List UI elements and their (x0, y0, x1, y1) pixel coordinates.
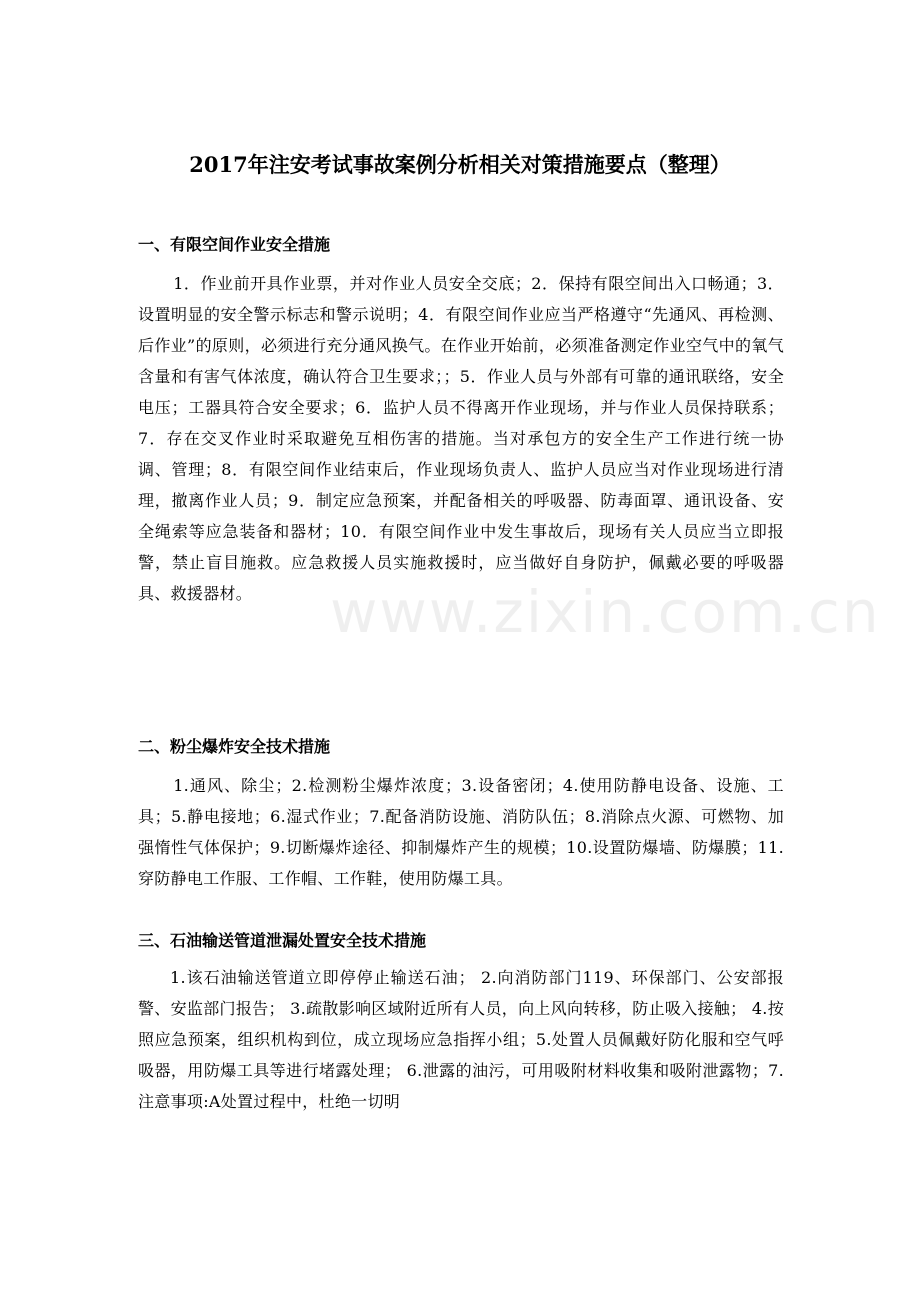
section-heading-dust-explosion: 二、粉尘爆炸安全技术措施 (138, 737, 331, 756)
section-body-confined-space: 1．作业前开具作业票，并对作业人员安全交底；2．保持有限空间出入口畅通；3．设置明显的安全警示标志和警示说明；4．有限空间作业应当严格遵守“先通风、再检测、后作业”的原则，必须进行充分通风换气。在作业开始前，必须准备测定作业空气中的氧气含量和有害气体浓度，确认符合卫生要求；；5．作业人员与外部有可靠的通讯联络，安全电压；工器具符合安全要求；6．监护人员不得离开作业现场，并与作业人员保持联系；7．存在交叉作业时采取避免互相伤害的措施。当对承包方的安全生产工作进行统一协调、管理；8．有限空间作业结束后，作业现场负责人、监护人员应当对作业现场进行清理，撤离作业人员；9．制定应急预案，并配备相关的呼吸器、防毒面罩、通讯设备、安全绳索等应急装备和器材；10．有限空间作业中发生事故后，现场有关人员应当立即报警，禁止盲目施救。应急救援人员实施救援时，应当做好自身防护，佩戴必要的呼吸器具、救援器材。 (138, 274, 784, 603)
section-heading-confined-space: 一、有限空间作业安全措施 (138, 235, 331, 254)
document-title: 2017年注安考试事故案例分析相关对策措施要点（整理） (189, 152, 731, 177)
section-body-dust-explosion: 1.通风、除尘；2.检测粉尘爆炸浓度；3.设备密闭；4.使用防静电设备、设施、工具；5.静电接地；6.湿式作业；7.配备消防设施、消防队伍；8.消除点火源、可燃物、加强惰性气体保护；9.切断爆炸途径、抑制爆炸产生的规模；10.设置防爆墙、防爆膜；11.穿防静电工作服、工作帽、工作鞋，使用防爆工具。 (138, 776, 784, 888)
section-heading-pipeline-leak: 三、石油输送管道泄漏处置安全技术措施 (138, 931, 427, 950)
site-watermark: www.zixin.com.cn (330, 578, 881, 646)
section-body-pipeline-leak: 1.该石油输送管道立即停停止输送石油； 2.向消防部门119、环保部门、公安部报警、安监部门报告； 3.疏散影响区域附近所有人员，向上风向转移，防止吸入接触； 4.按照应急预案，组织机构到位，成立现场应急指挥小组；5.处置人员佩戴好防化服和空气呼吸器，用防爆工具等进行堵露处理； 6.泄露的油污，可用吸附材料收集和吸附泄露物；7.注意事项:A处置过程中，杜绝一切明 (138, 968, 784, 1111)
